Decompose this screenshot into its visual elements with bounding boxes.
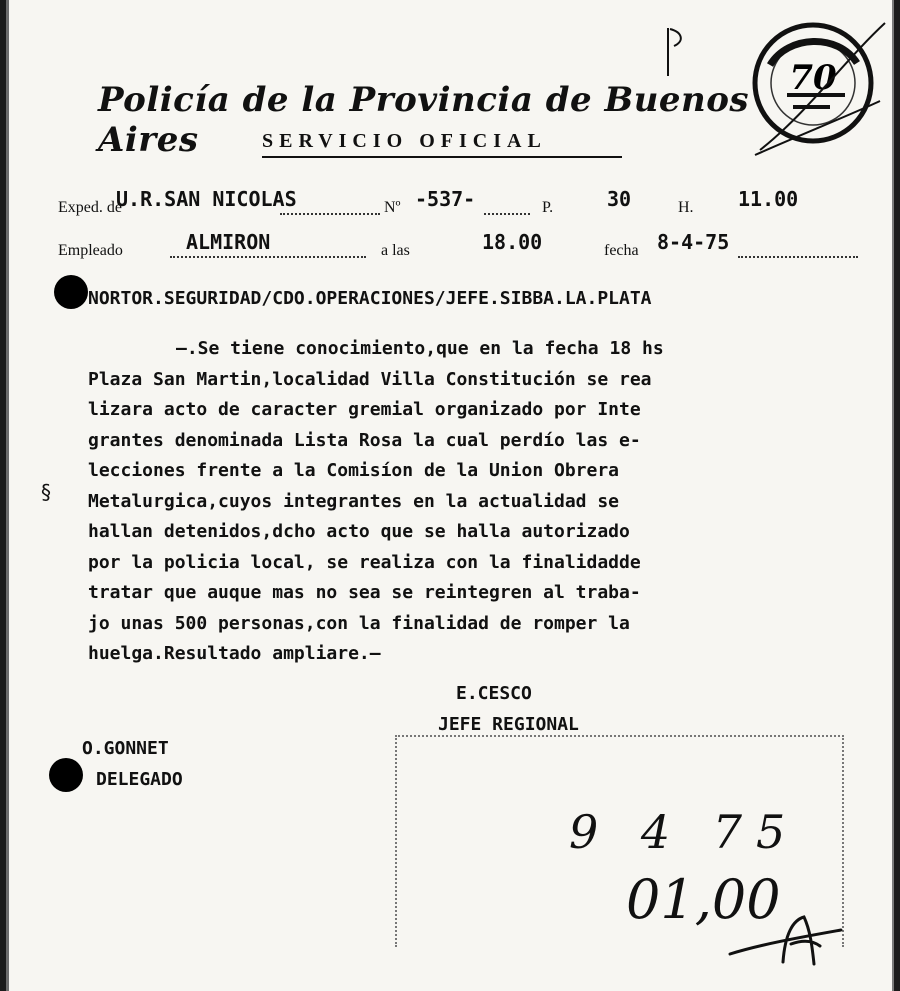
h-value: 11.00 [738,187,799,211]
handwritten-received-date: 9 4 75 [569,805,800,859]
document-title: Policía de la Provincia de Buenos Aires [98,80,750,160]
fecha-dots [738,246,858,258]
body-line: grantes denominada Lista Rosa la cual perdío las e- [88,429,641,451]
alas-value: 18.00 [482,230,543,254]
body-line: huelga.Resultado ampliare.— [88,643,381,664]
body-line: tratar que auque mas no sea se reintegren al traba- [88,582,641,603]
routing-header-line: NORTOR.SEGURIDAD/CDO.OPERACIONES/JEFE.SIBBA.LA.PLATA [88,288,652,309]
fecha-value: 8-4-75 [657,230,730,254]
p-value: 30 [607,187,632,211]
delegate-block [82,733,302,795]
redaction-mark-top [54,275,88,309]
redaction-mark-bottom [49,758,83,792]
empleado-dots [170,246,366,258]
number-value: -537- [415,187,476,211]
body-line: lizara acto de caracter gremial organizado por Inte [88,399,641,420]
number-label: Nº [384,199,401,216]
message-body [88,334,878,670]
body-line: lecciones frente a la Comisíon de la Union Obrera [88,460,620,481]
delegate-role: DELEGADO [96,769,183,790]
exped-label: Exped. de [58,199,122,216]
handwritten-initials-signature [720,910,850,970]
empleado-label: Empleado [58,242,123,259]
stamp-number: 70 [789,58,837,98]
h-label: H. [678,199,694,216]
document-subtitle: SERVICIO OFICIAL [262,130,622,158]
signatory-name: E.CESCO [456,683,532,704]
body-line: por la policia local, se realiza con la finalidadde [88,551,641,573]
exped-value: U.R.SAN NICOLAS [116,187,297,211]
delegate-name: O.GONNET [82,738,169,759]
body-line: Metalurgica,cuyos integrantes en la actualidad se [88,490,620,512]
scan-left-border [0,0,18,991]
alas-label: a las [381,242,410,259]
regional-signature-block [438,678,738,740]
number-dots [484,203,530,215]
signatory-role: JEFE REGIONAL [438,714,579,735]
exped-dots [280,203,380,215]
handwritten-initial-mark [660,24,696,80]
expediente-row [58,187,868,221]
body-line: hallan detenidos,dcho acto que se halla autorizado [88,521,630,542]
handwritten-received-time: 01,00 [626,868,781,931]
body-line: Plaza San Martin,localidad Villa Constitución se rea [88,368,652,390]
empleado-row [58,230,868,264]
body-line: jo unas 500 personas,con la finalidad de romper la [88,612,630,634]
p-label: P. [542,199,554,216]
body-line: —.Se tiene conocimiento,que en la fecha 18 hs [176,338,664,359]
fecha-label: fecha [604,242,639,259]
margin-mark: § [41,480,51,504]
empleado-value: ALMIRON [186,230,271,254]
